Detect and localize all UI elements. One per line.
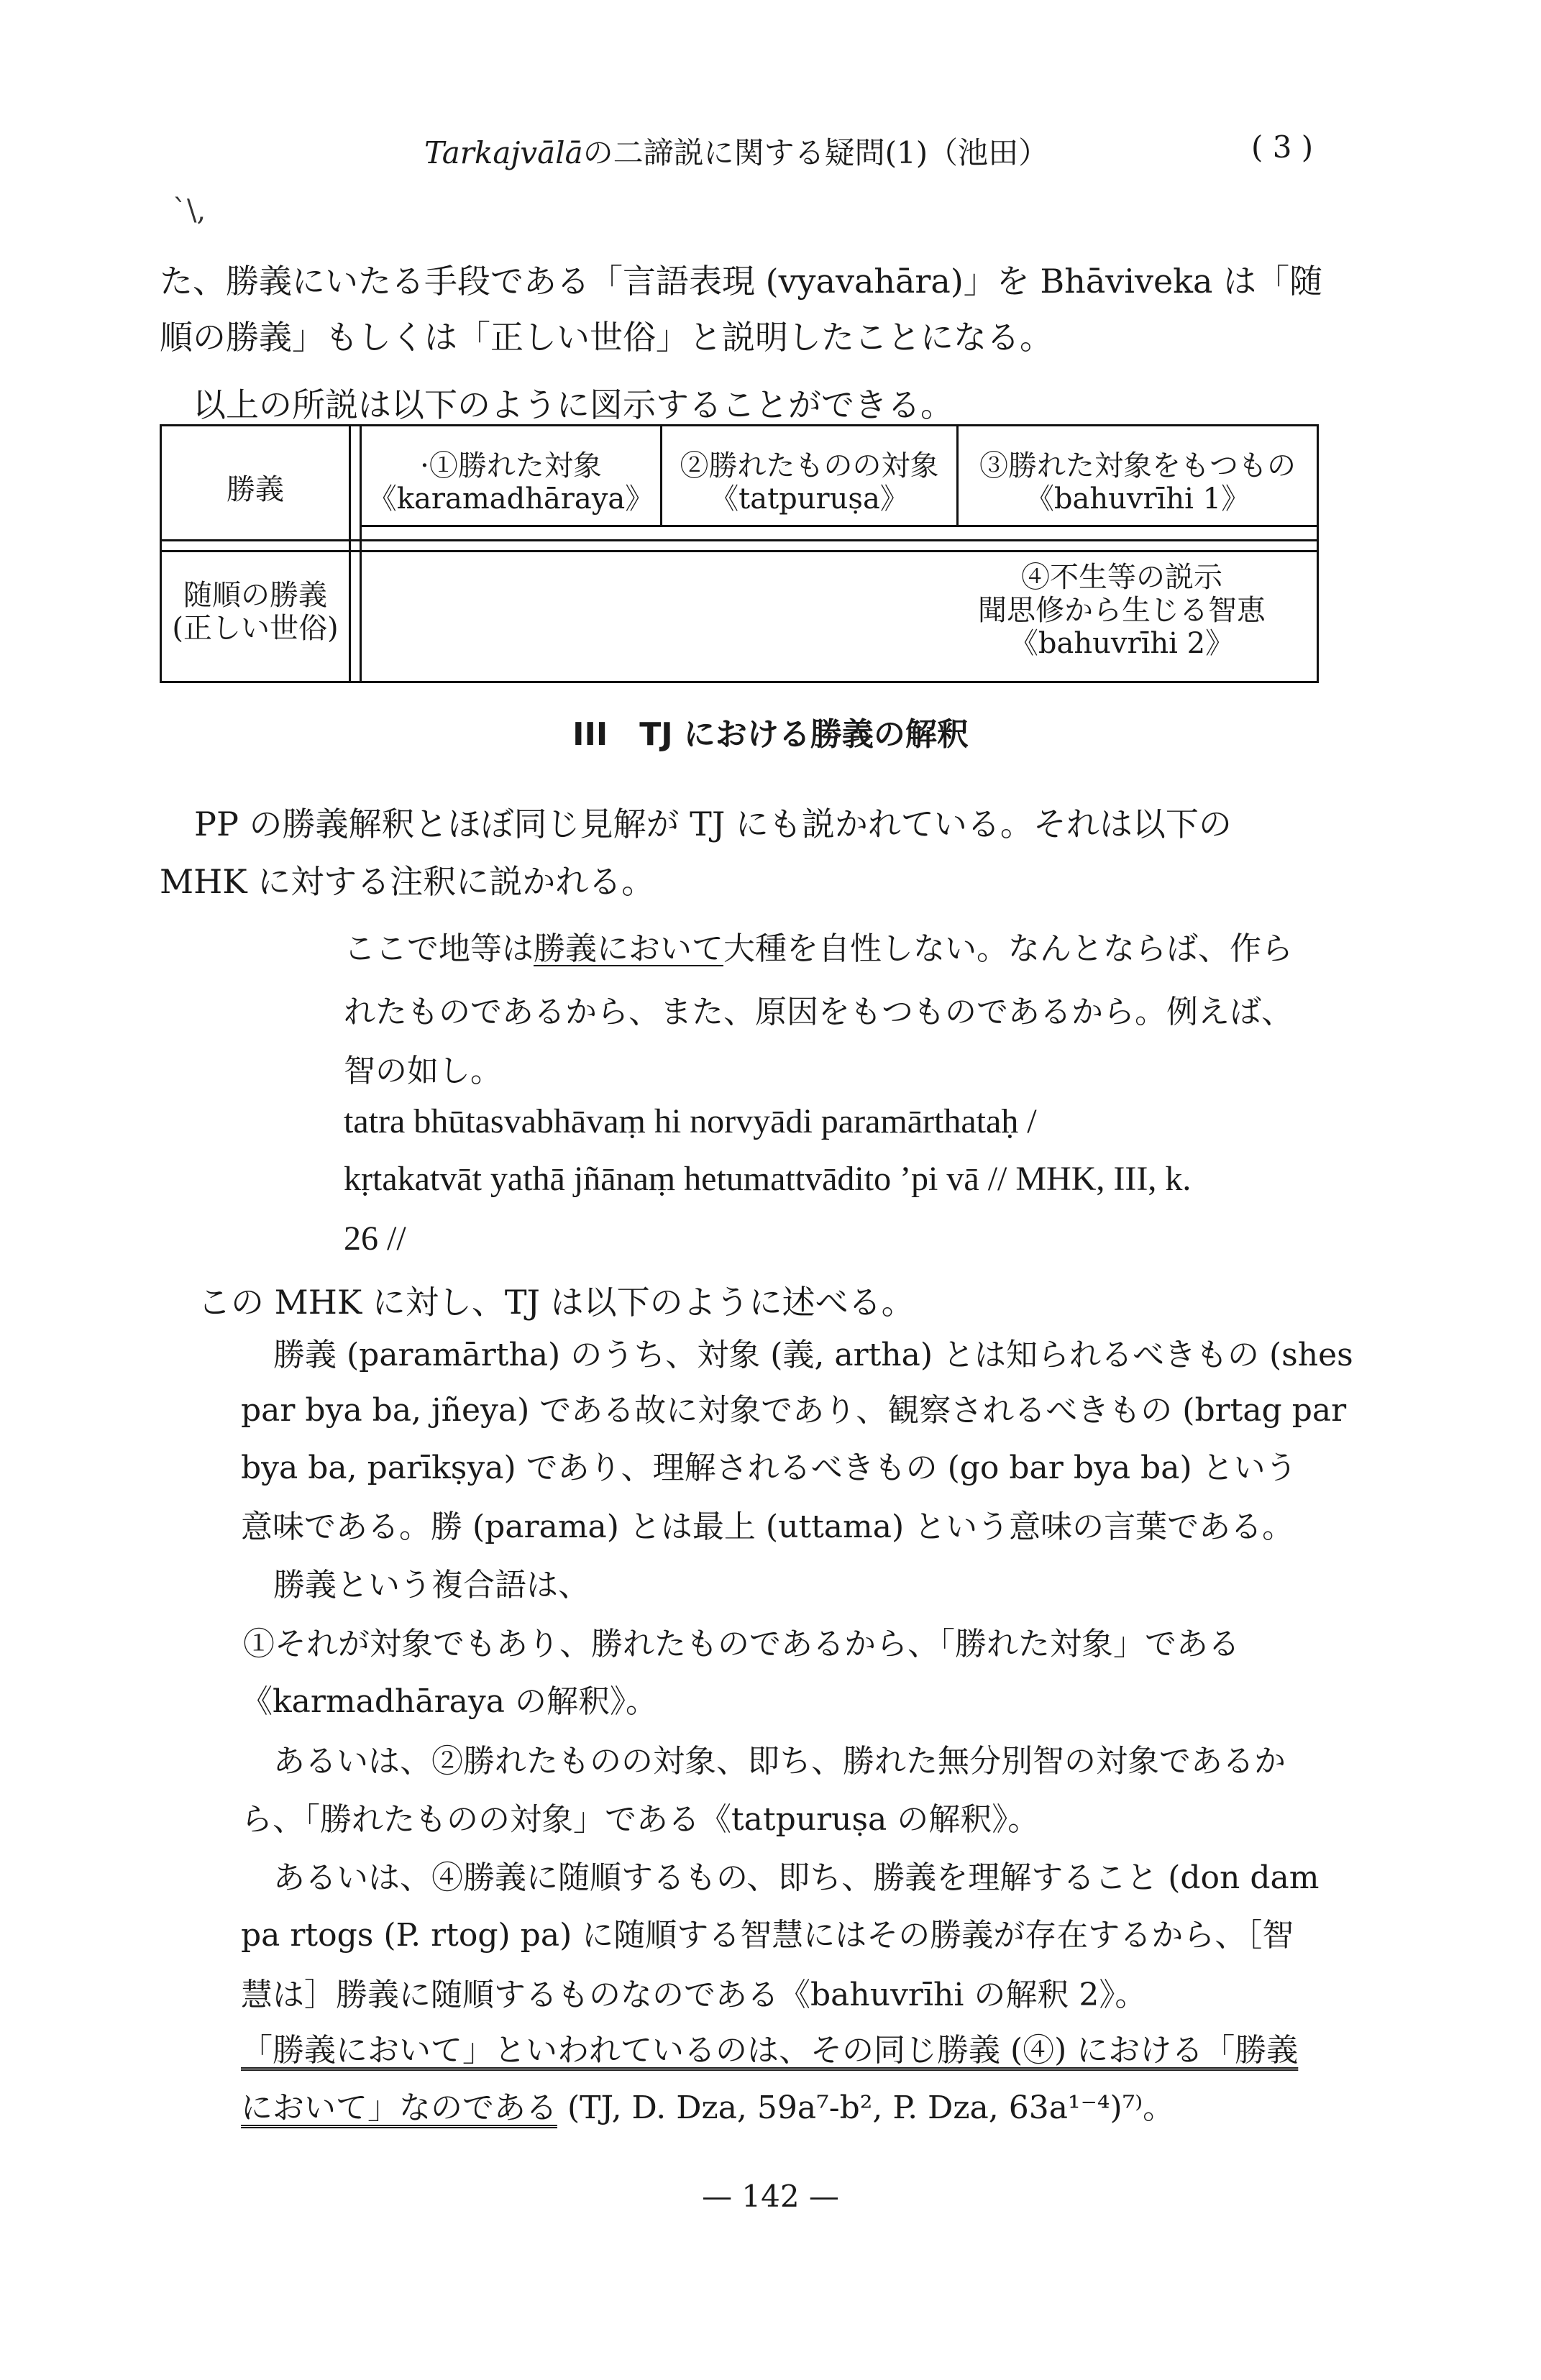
commentary-line: 慧は］勝義に随順するものなのである《bahuvrīhi の解釈 2》。 — [241, 1977, 1147, 2013]
quote-text: 大種を自性しない。なんとならば、作ら — [723, 930, 1293, 967]
sanskrit-line-1: tatra bhūtasvabhāvaṃ hi norvyādi paramārthataḥ / — [344, 1102, 1037, 1140]
commentary-line: あるいは、②勝れたものの対象、即ち、勝れた無分別智の対象であるか — [273, 1743, 1286, 1780]
cell-line: 聞思修から生じる智恵 — [978, 594, 1266, 627]
commentary-line: 《karmadhāraya の解釈》。 — [241, 1683, 657, 1720]
citation: (TJ, D. Dza, 59a⁷-b², P. Dza, 63a¹⁻⁴) — [567, 2090, 1122, 2126]
paragraph-top-line-3: 以上の所説は以下のように図示することができる。 — [193, 385, 954, 424]
table-divider — [360, 525, 1319, 527]
commentary-line: あるいは、④勝義に随順するもの、即ち、勝義を理解すること (don dam — [273, 1859, 1320, 1896]
header-title-italic: Tarkajvālā — [424, 135, 583, 170]
commentary-line: pa rtogs (P. rtog) pa) に随順する智慧にはその勝義が存在するから、［智 — [241, 1917, 1294, 1954]
running-header — [424, 129, 1048, 173]
page-footer-number: — 142 — — [702, 2179, 839, 2214]
final-underlined: において」なのである — [241, 2090, 557, 2126]
commentary-line: par bya ba, jñeya) である故に対象であり、観察されるべきもの (brtag par — [241, 1392, 1347, 1429]
commentary-line: 勝義という複合語は、 — [273, 1567, 590, 1603]
cell-bahuvrihi-1 — [959, 449, 1317, 516]
cell-line: ④不生等の説示 — [1021, 561, 1222, 594]
cell-bahuvrihi-2 — [935, 561, 1309, 660]
paragraph-pp-line-2: MHK に対する注釈に説かれる。 — [160, 862, 655, 901]
cell-line: ③勝れた対象をもつもの — [979, 449, 1296, 482]
cell-line: 《bahuvrīhi 1》 — [1025, 482, 1250, 516]
cell-line: 随順の勝義 — [183, 579, 327, 612]
table-divider — [349, 424, 351, 683]
quote-line-3: 智の如し。 — [344, 1053, 502, 1089]
row-header-paramartha: 勝義 — [227, 473, 284, 506]
table-divider — [160, 550, 1319, 552]
commentary-line: ①それが対象でもあり、勝れたものであるから、「勝れた対象」である — [243, 1626, 1240, 1662]
section-heading: III TJ における勝義の解釈 — [572, 716, 969, 753]
cell-line: ②勝れたものの対象 — [680, 449, 939, 482]
commentary-line: bya ba, parīkṣya) であり、理解されるべきもの (go bar bya ba) という — [241, 1450, 1297, 1486]
commentary-line: 意味である。勝 (parama) とは最上 (uttama) という意味の言葉である。 — [241, 1509, 1294, 1545]
quote-line-1 — [344, 923, 1293, 969]
cell-line: 《karamadhāraya》 — [367, 482, 654, 516]
header-page-number: ( 3 ) — [1251, 129, 1314, 165]
quote-underlined: 勝義において — [534, 930, 723, 967]
commentary-line: 勝義 (paramārtha) のうち、対象 (義, artha) とは知られるべきもの (shes — [273, 1337, 1353, 1373]
commentary-line: ら、「勝れたものの対象」である《tatpuruṣa の解釈》。 — [241, 1801, 1040, 1838]
cell-karmadharaya — [362, 449, 660, 516]
sanskrit-line-2: kṛtakatvāt yathā jñānaṃ hetumattvādito ’pi vā // MHK, III, k. — [344, 1160, 1192, 1198]
paragraph-tj: この MHK に対し、TJ は以下のように述べる。 — [198, 1283, 915, 1322]
quote-line-2: れたものであるから、また、原因をもつものであるから。例えば、 — [344, 994, 1293, 1030]
quote-text: ここで地等は — [344, 930, 534, 967]
cell-line: 《tatpuruṣa》 — [710, 482, 909, 516]
paragraph-top-line-1: た、勝義にいたる手段である「言語表現 (vyavahāra)」を Bhāviveka は「随 — [160, 262, 1323, 301]
final-underlined: 「勝義において」といわれているのは、その同じ勝義 (④) における「勝義 — [241, 2032, 1299, 2069]
cell-line: ·①勝れた対象 — [420, 449, 602, 482]
final-line-2 — [241, 2082, 1174, 2128]
table-divider — [160, 539, 1319, 541]
cell-tatpurusa — [662, 449, 956, 516]
header-title-rest: の二諦説に関する疑問(1)（池田） — [582, 135, 1049, 170]
cell-line: 《bahuvrīhi 2》 — [1009, 627, 1235, 660]
paragraph-pp-line-1: PP の勝義解釈とほぼ同じ見解が TJ にも説かれている。それは以下の — [194, 805, 1232, 843]
row-header-conforming — [162, 579, 349, 645]
footnote-ref: ⁷⁾。 — [1122, 2090, 1175, 2126]
cell-line: (正しい世俗) — [172, 612, 339, 645]
sanskrit-line-3: 26 // — [344, 1219, 406, 1258]
paragraph-top-line-2: 順の勝義」もしくは「正しい世俗」と説明したことになる。 — [160, 318, 1053, 357]
scan-mark: `\, — [173, 194, 206, 227]
final-line-1 — [241, 2024, 1298, 2070]
